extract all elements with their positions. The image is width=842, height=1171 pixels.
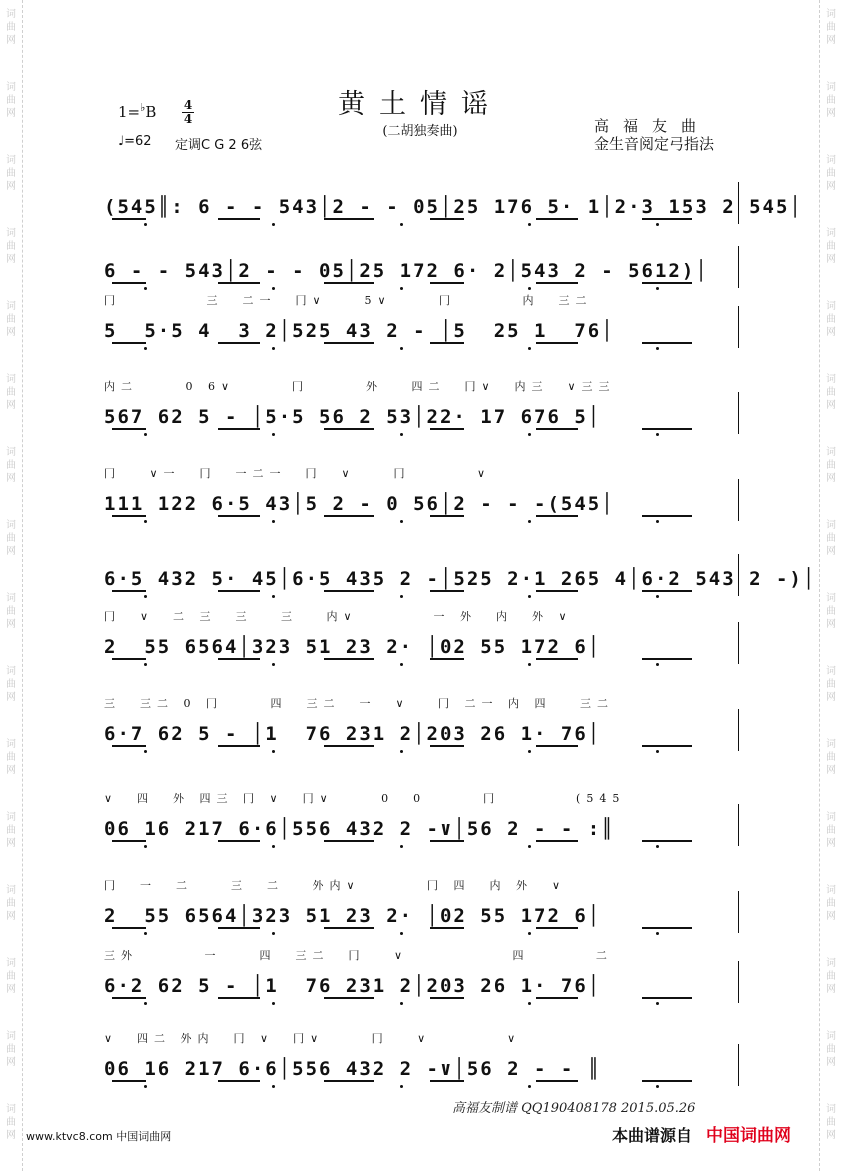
beam-underline <box>536 658 578 660</box>
octave-dot <box>272 1002 275 1005</box>
octave-dot <box>528 845 531 848</box>
jianpu-notes: 6·2 62 5 - │1 76 231 2│203 26 1· 76│ <box>104 975 602 997</box>
octave-dot <box>656 520 659 523</box>
beam-underline <box>536 927 578 929</box>
beam-underline <box>112 658 146 660</box>
beam-underline <box>218 927 260 929</box>
beam-underline <box>430 997 464 999</box>
octave-dot <box>144 223 147 226</box>
octave-dot <box>528 223 531 226</box>
watermark-text: 词 曲 网 <box>6 812 16 849</box>
bowing-fingering-marks: 三 三二 0 冂 四 三二 一 ∨ 冂 二一 内 四 三二 <box>104 697 614 710</box>
watermark-text: 词 曲 网 <box>6 301 16 338</box>
watermark-text: 词 曲 网 <box>826 228 836 265</box>
beam-underline <box>430 515 464 517</box>
watermark-text: 词 曲 网 <box>6 885 16 922</box>
barline <box>738 392 739 434</box>
octave-dot <box>656 1085 659 1088</box>
beam-underline <box>324 658 374 660</box>
watermark-text: 词 曲 网 <box>6 958 16 995</box>
bowing-fingering-marks: 冂 三 二一 冂∨ 5∨ 冂 内 三二 <box>104 294 593 307</box>
octave-dot <box>528 932 531 935</box>
jianpu-notes: 111 122 6·5 43│5 2 - 0 56│2 - - -(545│ <box>104 493 615 515</box>
beam-underline <box>324 1080 374 1082</box>
song-title: 黄土情谣 <box>338 89 502 120</box>
song-subtitle: (二胡独奏曲) <box>382 124 458 139</box>
jianpu-notes: 567 62 5 - │5·5 56 2 53│22· 17 676 5│ <box>104 406 602 428</box>
octave-dot <box>528 1002 531 1005</box>
beam-underline <box>430 745 464 747</box>
watermark-text: 词 曲 网 <box>826 301 836 338</box>
octave-dot <box>400 287 403 290</box>
beam-underline <box>112 342 146 344</box>
watermark-text: 词 曲 网 <box>826 739 836 776</box>
beam-underline <box>536 515 578 517</box>
watermark-text: 词 曲 网 <box>6 739 16 776</box>
barline <box>738 182 739 224</box>
octave-dot <box>656 1002 659 1005</box>
watermark-text: 词 曲 网 <box>6 593 16 630</box>
octave-dot <box>656 595 659 598</box>
flat-sign: ♭ <box>140 101 146 114</box>
octave-dot <box>400 932 403 935</box>
key-prefix: 1= <box>118 103 141 121</box>
octave-dot <box>656 932 659 935</box>
octave-dot <box>272 1085 275 1088</box>
beam-underline <box>218 745 260 747</box>
octave-dot <box>144 750 147 753</box>
beam-underline <box>536 997 578 999</box>
beam-underline <box>430 1080 464 1082</box>
octave-dot <box>272 347 275 350</box>
beam-underline <box>430 840 464 842</box>
octave-dot <box>656 433 659 436</box>
beam-underline <box>218 658 260 660</box>
beam-underline <box>112 927 146 929</box>
barline <box>738 709 739 751</box>
watermark-text: 词 曲 网 <box>826 812 836 849</box>
tempo-marking: ♩=62 <box>118 134 152 149</box>
beam-underline <box>430 658 464 660</box>
beam-underline <box>536 745 578 747</box>
beam-underline <box>536 840 578 842</box>
watermark-text: 词 曲 网 <box>6 1104 16 1141</box>
beam-underline <box>218 282 260 284</box>
score-row <box>104 790 740 850</box>
bowing-fingering-marks: 冂 ∨一 冂 一二一 冂 ∨ 冂 ∨ <box>104 467 492 480</box>
watermark-text: 词 曲 网 <box>6 447 16 484</box>
beam-underline <box>112 218 146 220</box>
octave-dot <box>144 287 147 290</box>
octave-dot <box>144 663 147 666</box>
beam-underline <box>430 282 464 284</box>
octave-dot <box>272 520 275 523</box>
beam-underline <box>642 515 692 517</box>
octave-dot <box>400 520 403 523</box>
beam-underline <box>324 282 374 284</box>
beam-underline <box>324 515 374 517</box>
watermark-text: 词 曲 网 <box>6 374 16 411</box>
beam-underline <box>642 840 692 842</box>
watermark-text: 词 曲 网 <box>826 1031 836 1068</box>
score-row <box>104 540 817 600</box>
score-row <box>104 378 740 438</box>
octave-dot <box>144 433 147 436</box>
watermark-text: 词 曲 网 <box>826 82 836 119</box>
jianpu-notes: 2 55 6564│323 51 23 2· │02 55 172 6│ <box>104 636 602 658</box>
score-row <box>104 1030 740 1090</box>
score-row <box>104 608 740 668</box>
octave-dot <box>528 1085 531 1088</box>
octave-dot <box>656 287 659 290</box>
octave-dot <box>144 1002 147 1005</box>
jianpu-notes: 06 16 217 6·6│556 432 2 -∨│56 2 - - ║ <box>104 1058 602 1080</box>
octave-dot <box>528 750 531 753</box>
key-signature <box>118 103 156 121</box>
beam-underline <box>324 428 374 430</box>
octave-dot <box>400 750 403 753</box>
octave-dot <box>656 223 659 226</box>
beam-underline <box>218 515 260 517</box>
key-note: B <box>145 103 157 121</box>
watermark-text: 词 曲 网 <box>6 155 16 192</box>
watermark-text: 词 曲 网 <box>6 666 16 703</box>
beam-underline <box>324 342 374 344</box>
octave-dot <box>528 433 531 436</box>
barline <box>738 622 739 664</box>
site-url-left: www.ktvc8.com 中国词曲网 <box>26 1130 172 1143</box>
tuning-marking: 定调C G 2 6弦 <box>175 138 263 153</box>
beam-underline <box>536 282 578 284</box>
octave-dot <box>528 347 531 350</box>
beam-underline <box>536 218 578 220</box>
beam-underline <box>642 282 692 284</box>
beam-underline <box>642 927 692 929</box>
score-signature: 高福友制谱 QQ190408178 2015.05.26 <box>452 1101 696 1116</box>
barline <box>738 246 739 288</box>
octave-dot <box>272 750 275 753</box>
octave-dot <box>144 845 147 848</box>
beam-underline <box>218 1080 260 1082</box>
octave-dot <box>272 932 275 935</box>
octave-dot <box>272 663 275 666</box>
beam-underline <box>642 997 692 999</box>
beam-underline <box>642 428 692 430</box>
beam-underline <box>536 428 578 430</box>
score-row <box>104 695 740 755</box>
bowing-fingering-marks: ∨ 四 外 四三 冂 ∨ 冂∨ 0 0 冂 (545 <box>104 792 626 805</box>
watermark-text: 词 曲 网 <box>826 520 836 557</box>
octave-dot <box>528 520 531 523</box>
octave-dot <box>272 433 275 436</box>
bowing-fingering-marks: 冂 ∨ 二 三 三 三 内∨ 一 外 内 外 ∨ <box>104 610 573 623</box>
beam-underline <box>112 590 146 592</box>
score-row <box>104 947 740 1007</box>
beam-underline <box>324 745 374 747</box>
octave-dot <box>400 347 403 350</box>
octave-dot <box>144 932 147 935</box>
source-label: 本曲谱源自 <box>612 1126 693 1145</box>
watermark-text: 词 曲 网 <box>6 228 16 265</box>
beam-underline <box>112 428 146 430</box>
jianpu-notes: 6 - - 543│2 - - 05│25 172 6· 2│543 2 - 5612)│ <box>104 260 709 282</box>
source-credit <box>612 1121 791 1146</box>
beam-underline <box>642 342 692 344</box>
beam-underline <box>430 218 464 220</box>
jianpu-notes: 2 55 6564│323 51 23 2· │02 55 172 6│ <box>104 905 602 927</box>
beam-underline <box>324 840 374 842</box>
beam-underline <box>112 1080 146 1082</box>
watermark-text: 词 曲 网 <box>826 593 836 630</box>
watermark-text: 词 曲 网 <box>6 9 16 46</box>
octave-dot <box>400 595 403 598</box>
beam-underline <box>324 590 374 592</box>
beam-underline <box>218 997 260 999</box>
beam-underline <box>430 342 464 344</box>
watermark-text: 词 曲 网 <box>826 9 836 46</box>
beam-underline <box>324 218 374 220</box>
octave-dot <box>272 595 275 598</box>
watermark-text: 词 曲 网 <box>6 1031 16 1068</box>
octave-dot <box>272 287 275 290</box>
jianpu-notes: 6·5 432 5· 45│6·5 435 2 -│525 2·1 265 4│6·2 543 2 -)│ <box>104 568 817 590</box>
barline <box>738 1044 739 1086</box>
barline <box>738 804 739 846</box>
beam-underline <box>430 428 464 430</box>
beam-underline <box>642 745 692 747</box>
octave-dot <box>656 750 659 753</box>
time-top: 4 <box>183 98 193 112</box>
octave-dot <box>400 663 403 666</box>
beam-underline <box>536 1080 578 1082</box>
beam-underline <box>112 282 146 284</box>
beam-underline <box>218 342 260 344</box>
beam-underline <box>642 658 692 660</box>
octave-dot <box>656 663 659 666</box>
octave-dot <box>400 433 403 436</box>
beam-underline <box>430 590 464 592</box>
barline <box>738 961 739 1003</box>
score-row <box>104 465 740 525</box>
jianpu-notes: 6·7 62 5 - │1 76 231 2│203 26 1· 76│ <box>104 723 602 745</box>
barline <box>738 891 739 933</box>
right-watermark-strip <box>819 0 842 1171</box>
beam-underline <box>112 745 146 747</box>
time-bottom: 4 <box>183 112 193 126</box>
barline <box>738 306 739 348</box>
bowing-fingering-marks: 冂 一 二 三 二 外内∨ 冂 四 内 外 ∨ <box>104 879 567 892</box>
score-row <box>104 877 740 937</box>
beam-underline <box>536 342 578 344</box>
octave-dot <box>528 287 531 290</box>
watermark-text: 词 曲 网 <box>826 958 836 995</box>
beam-underline <box>218 218 260 220</box>
octave-dot <box>272 223 275 226</box>
composer-credit: 高福友曲 <box>594 117 711 135</box>
octave-dot <box>272 845 275 848</box>
octave-dot <box>400 1085 403 1088</box>
source-site[interactable]: 中国词曲网 <box>706 1126 792 1146</box>
octave-dot <box>400 223 403 226</box>
barline <box>738 554 739 596</box>
score-row <box>104 232 740 292</box>
beam-underline <box>536 590 578 592</box>
jianpu-notes: 06 16 217 6·6│556 432 2 -∨│56 2 - - :║ <box>104 818 615 840</box>
watermark-text: 词 曲 网 <box>826 155 836 192</box>
beam-underline <box>642 218 692 220</box>
octave-dot <box>400 845 403 848</box>
watermark-text: 词 曲 网 <box>6 82 16 119</box>
watermark-text: 词 曲 网 <box>826 447 836 484</box>
watermark-text: 词 曲 网 <box>826 666 836 703</box>
beam-underline <box>642 1080 692 1082</box>
barline <box>738 479 739 521</box>
jianpu-notes: 5 5·5 4 3 2│525 43 2 - │5 25 1 76│ <box>104 320 615 342</box>
beam-underline <box>112 997 146 999</box>
bowing-fingering-marks: 三外 一 四 三二 冂 ∨ 四 二 <box>104 949 613 962</box>
score-row <box>104 168 803 228</box>
beam-underline <box>112 840 146 842</box>
jianpu-notes: (545║: 6 - - 543│2 - - 05│25 176 5· 1│2·3 153 2 545│ <box>104 196 803 218</box>
octave-dot <box>144 1085 147 1088</box>
bowing-fingering-marks: 内二 0 6∨ 冂 外 四二 冂∨ 内三 ∨三三 <box>104 380 616 393</box>
beam-underline <box>218 590 260 592</box>
fingering-credit: 金生音阅定弓指法 <box>594 135 715 153</box>
octave-dot <box>144 347 147 350</box>
beam-underline <box>324 997 374 999</box>
beam-underline <box>642 590 692 592</box>
octave-dot <box>400 1002 403 1005</box>
watermark-text: 词 曲 网 <box>826 885 836 922</box>
octave-dot <box>656 347 659 350</box>
beam-underline <box>218 428 260 430</box>
beam-underline <box>218 840 260 842</box>
bowing-fingering-marks: ∨ 四二 外内 冂 ∨ 冂∨ 冂 ∨ ∨ <box>104 1032 522 1045</box>
octave-dot <box>656 845 659 848</box>
beam-underline <box>112 515 146 517</box>
beam-underline <box>430 927 464 929</box>
left-watermark-strip <box>0 0 23 1171</box>
score-row <box>104 292 740 352</box>
time-signature <box>182 99 194 126</box>
watermark-text: 词 曲 网 <box>6 520 16 557</box>
watermark-text: 词 曲 网 <box>826 374 836 411</box>
octave-dot <box>144 520 147 523</box>
watermark-text: 词 曲 网 <box>826 1104 836 1141</box>
octave-dot <box>528 595 531 598</box>
beam-underline <box>324 927 374 929</box>
octave-dot <box>144 595 147 598</box>
octave-dot <box>528 663 531 666</box>
